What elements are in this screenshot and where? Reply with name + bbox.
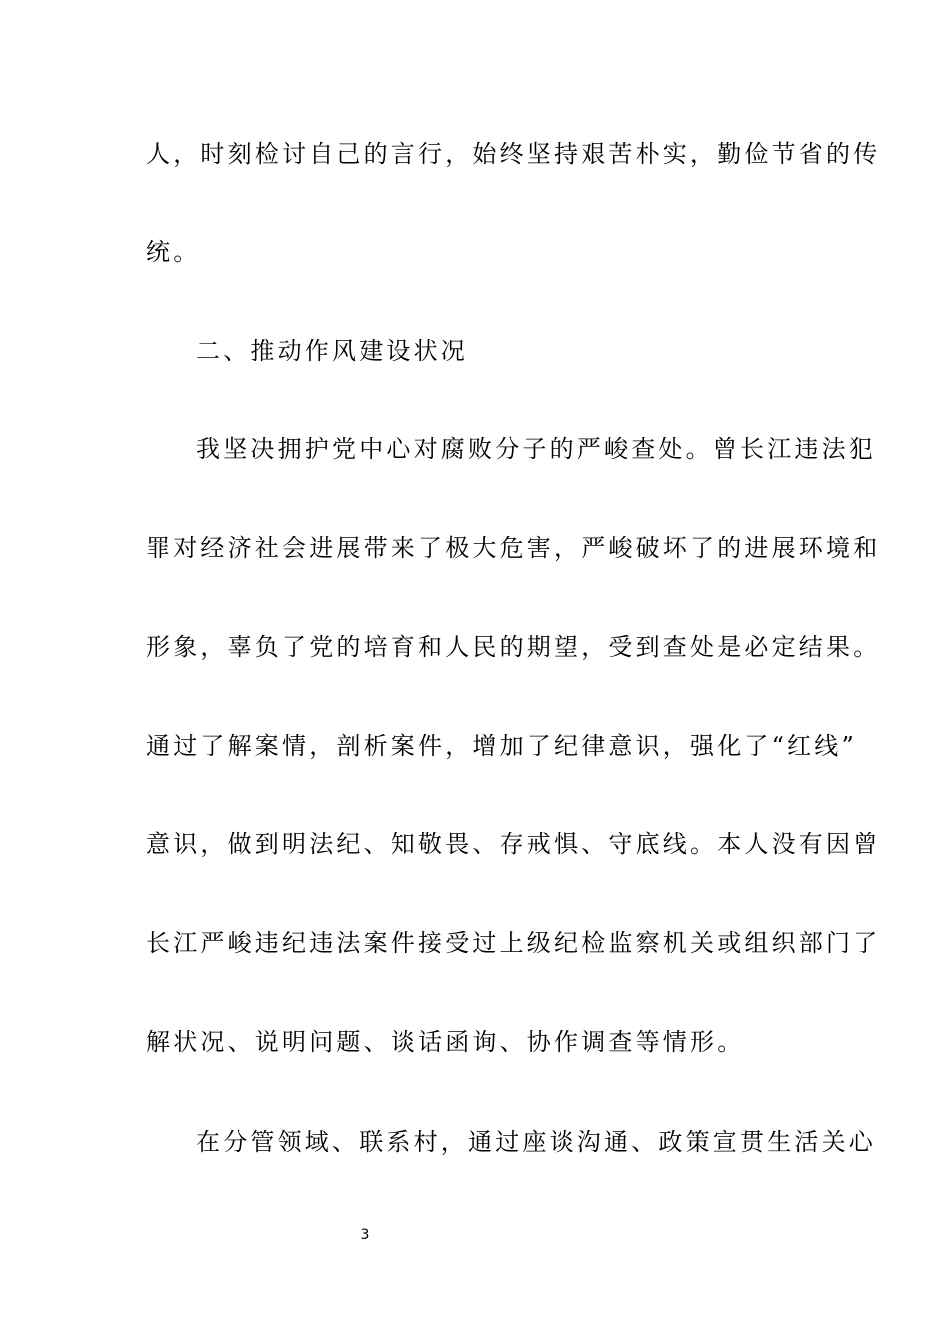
text-line: 人，时刻检讨自己的言行，始终坚持艰苦朴实，勤俭节省的传 xyxy=(146,140,881,168)
section-heading: 二、推动作风建设状况 xyxy=(196,337,468,365)
text-line: 通过了解案情，剖析案件，增加了纪律意识，强化了“红线” xyxy=(146,732,857,760)
text-line: 形象，辜负了党的培育和人民的期望，受到查处是必定结果。 xyxy=(146,633,881,661)
paragraph-first-line: 我坚决拥护党中心对腐败分子的严峻查处。曾长江违法犯 xyxy=(196,435,876,463)
text-line: 解状况、说明问题、谈话函询、协作调查等情形。 xyxy=(146,1028,745,1056)
text-line: 罪对经济社会进展带来了极大危害，严峻破坏了的进展环境和 xyxy=(146,534,881,562)
text-line: 统。 xyxy=(146,238,201,266)
text-line: 长江严峻违纪违法案件接受过上级纪检监察机关或组织部门了 xyxy=(146,929,881,957)
page-number: 3 xyxy=(360,1227,370,1243)
text-line: 意识，做到明法纪、知敬畏、存戒惧、守底线。本人没有因曾 xyxy=(146,830,881,858)
paragraph-first-line: 在分管领域、联系村，通过座谈沟通、政策宣贯生活关心 xyxy=(196,1128,876,1156)
